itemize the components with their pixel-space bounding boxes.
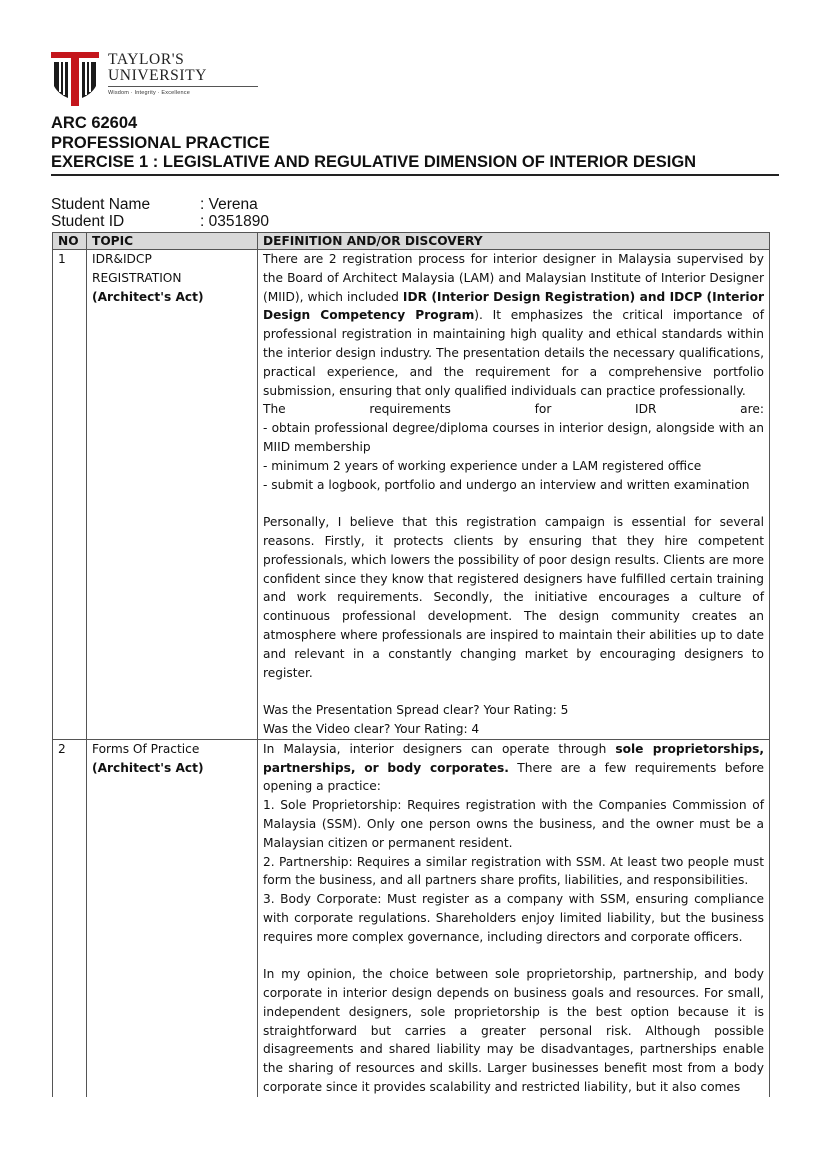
requirement-item: - obtain professional degree/diploma courses in interior design, alongside with an MIID membership — [263, 421, 764, 454]
student-id-value: : 0351890 — [200, 213, 269, 230]
student-name-label: Student Name — [51, 196, 151, 213]
table-header-row — [53, 233, 770, 250]
university-logo — [51, 50, 221, 108]
row-definition — [258, 739, 770, 1097]
document-heading — [51, 114, 696, 173]
opinion-paragraph: In my opinion, the choice between sole proprietorship, partnership, and body corporate in interior design depends on business goals and resources. For small, independent designers, sole proprietorship is the best option because it is straightforward but carries a greater personal risk. Although possible disagreements and shared liability may be disadvantages, partnerships enable the sharing of resources and skills. Larger businesses benefit most from a body corporate since it provides scalability and restricted liability, but it also comes — [263, 967, 764, 1095]
definition-paragraph: In Malaysia, interior designers can operate through sole proprietorships, partnerships, or body corporates. There are a few requirements before opening a practice: — [263, 741, 764, 794]
requirement-item: - minimum 2 years of working experience under a LAM registered office — [263, 458, 702, 473]
header-no: NO — [53, 233, 87, 250]
heading-divider — [51, 174, 779, 176]
row-number: 2 — [53, 739, 87, 1097]
rating-presentation: Was the Presentation Spread clear? Your Rating: 5 — [263, 703, 569, 718]
exercise-title: EXERCISE 1 : LEGISLATIVE AND REGULATIVE DIMENSION OF INTERIOR DESIGN — [51, 153, 697, 171]
table-row — [53, 250, 770, 740]
practice-item: 3. Body Corporate: Must register as a company with SSM, ensuring compliance with corporate regulations. Shareholders enjoy limited liability, but the business requires more complex governance, including directors and corporate officers. — [263, 892, 764, 944]
practice-item: 2. Partnership: Requires a similar registration with SSM. At least two people must form the business, and all partners share profits, liabilities, and responsibilities. — [263, 854, 764, 888]
row-topic: IDR&IDCP REGISTRATION (Architect's Act) — [87, 250, 258, 740]
university-name: TAYLOR'S UNIVERSITY — [108, 51, 207, 84]
header-definition: DEFINITION AND/OR DISCOVERY — [258, 233, 770, 250]
row-topic: Forms Of Practice (Architect's Act) — [87, 739, 258, 1097]
requirements-intro: The requirements for IDR are: — [263, 402, 764, 417]
logo-divider — [108, 86, 258, 87]
requirement-item: - submit a logbook, portfolio and undergo an interview and written examination — [263, 477, 750, 492]
opinion-paragraph: Personally, I believe that this registration campaign is essential for several reasons. Firstly, it protects clients by ensuring that they hire competent professionals, which lowers the possibility of poor design results. Clients are more confident since they know that registered designers have fulfilled certain training and work requirements. Secondly, the initiative encourages a culture of continuous professional development. The design community creates an atmosphere where professionals are inspired to maintain their abilities up to date and relevant in a constantly changing market by encouraging designers to register. — [263, 515, 764, 680]
university-crest-icon — [51, 52, 99, 106]
student-info — [51, 196, 269, 230]
course-title: PROFESSIONAL PRACTICE — [51, 133, 270, 152]
row-definition — [258, 250, 770, 740]
header-topic: TOPIC — [87, 233, 258, 250]
student-name-value: : Verena — [200, 196, 258, 213]
exercise-table — [52, 232, 770, 1097]
table-row — [53, 739, 770, 1097]
student-id-label: Student ID — [51, 213, 125, 230]
rating-video: Was the Video clear? Your Rating: 4 — [263, 721, 480, 736]
row-number: 1 — [53, 250, 87, 740]
practice-item: 1. Sole Proprietorship: Requires registration with the Companies Commission of Malaysia (SSM). Only one person owns the business, and the owner must be a Malaysian citizen or permanent resident. — [263, 798, 764, 850]
course-code: ARC 62604 — [51, 114, 138, 132]
logo-motto: Wisdom · Integrity · Excellence — [108, 90, 190, 96]
definition-paragraph: There are 2 registration process for interior designer in Malaysia supervised by the Board of Architect Malaysia (LAM) and Malaysian Institute of Interior Designer (MIID), which included IDR (Interior Design Registration) and IDCP (Interior Design Competency Program). It emphasizes the critical importance of professional registration in maintaining high quality and ethical standards within the interior design industry. The presentation details the necessary qualifications, practical experience, and the requirement for a comprehensive portfolio submission, ensuring that only qualified individuals can practice professionally. — [263, 252, 764, 398]
